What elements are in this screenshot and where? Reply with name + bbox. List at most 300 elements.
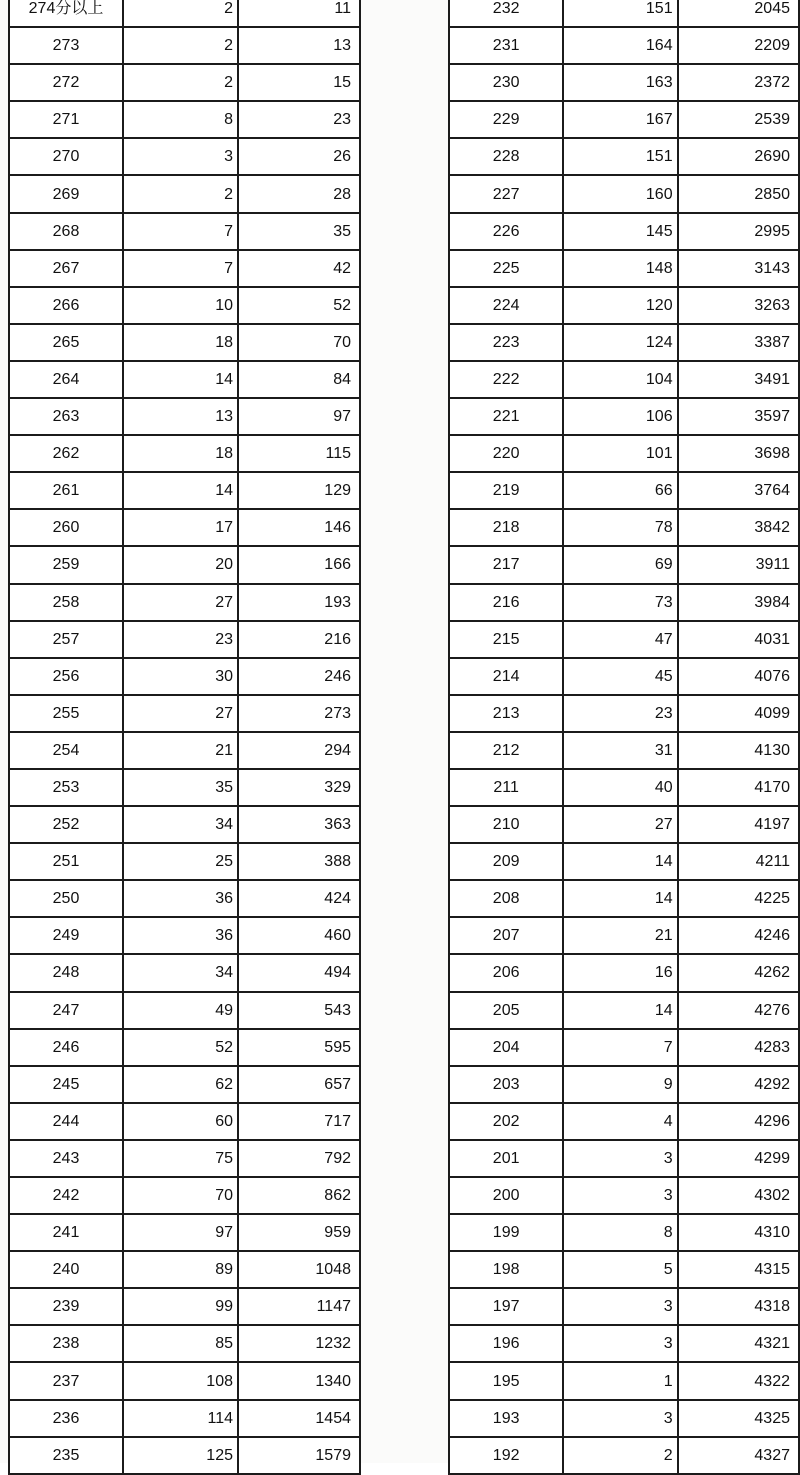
count-cell: 14 xyxy=(563,992,677,1029)
table-row xyxy=(9,361,360,398)
count-cell: 114 xyxy=(123,1400,238,1437)
score-cell: 227 xyxy=(449,175,563,212)
count-cell: 2 xyxy=(123,27,238,64)
cumulative-cell: 294 xyxy=(238,732,360,769)
cumulative-cell: 3387 xyxy=(678,324,799,361)
count-cell: 16 xyxy=(563,954,677,991)
cumulative-cell: 146 xyxy=(238,509,360,546)
cumulative-cell: 115 xyxy=(238,435,360,472)
score-cell: 192 xyxy=(449,1437,563,1474)
score-cell: 268 xyxy=(9,213,123,250)
cumulative-cell: 4211 xyxy=(678,843,799,880)
table-row xyxy=(449,695,799,732)
cumulative-cell: 424 xyxy=(238,880,360,917)
cumulative-cell: 460 xyxy=(238,917,360,954)
count-cell: 60 xyxy=(123,1103,238,1140)
score-cell: 213 xyxy=(449,695,563,732)
score-cell: 218 xyxy=(449,509,563,546)
cumulative-cell: 70 xyxy=(238,324,360,361)
cumulative-cell: 84 xyxy=(238,361,360,398)
score-cell: 271 xyxy=(9,101,123,138)
table-row xyxy=(449,101,799,138)
count-cell: 3 xyxy=(563,1177,677,1214)
table-row xyxy=(9,1214,360,1251)
score-cell: 248 xyxy=(9,954,123,991)
cumulative-cell: 363 xyxy=(238,806,360,843)
table-row xyxy=(9,1177,360,1214)
cumulative-cell: 4315 xyxy=(678,1251,799,1288)
score-table-right xyxy=(448,0,800,1475)
score-cell: 237 xyxy=(9,1362,123,1399)
table-row xyxy=(9,1066,360,1103)
count-cell: 8 xyxy=(123,101,238,138)
count-cell: 23 xyxy=(123,621,238,658)
count-cell: 27 xyxy=(123,695,238,732)
cumulative-cell: 4310 xyxy=(678,1214,799,1251)
count-cell: 69 xyxy=(563,546,677,583)
score-cell: 212 xyxy=(449,732,563,769)
score-cell: 199 xyxy=(449,1214,563,1251)
score-cell: 246 xyxy=(9,1029,123,1066)
count-cell: 36 xyxy=(123,880,238,917)
cumulative-cell: 3597 xyxy=(678,398,799,435)
table-row xyxy=(9,1400,360,1437)
cumulative-cell: 4076 xyxy=(678,658,799,695)
count-cell: 145 xyxy=(563,213,677,250)
cumulative-cell: 4325 xyxy=(678,1400,799,1437)
score-cell: 223 xyxy=(449,324,563,361)
count-cell: 151 xyxy=(563,138,677,175)
table-row xyxy=(9,64,360,101)
cumulative-cell: 329 xyxy=(238,769,360,806)
table-row xyxy=(9,1140,360,1177)
table-row xyxy=(449,584,799,621)
table-row xyxy=(9,1029,360,1066)
table-row xyxy=(449,1103,799,1140)
cumulative-cell: 42 xyxy=(238,250,360,287)
score-cell: 220 xyxy=(449,435,563,472)
count-cell: 160 xyxy=(563,175,677,212)
cumulative-cell: 193 xyxy=(238,584,360,621)
count-cell: 45 xyxy=(563,658,677,695)
cumulative-cell: 1232 xyxy=(238,1325,360,1362)
count-cell: 78 xyxy=(563,509,677,546)
score-cell: 217 xyxy=(449,546,563,583)
count-cell: 14 xyxy=(563,880,677,917)
count-cell: 2 xyxy=(563,1437,677,1474)
count-cell: 8 xyxy=(563,1214,677,1251)
score-cell: 228 xyxy=(449,138,563,175)
table-row xyxy=(449,1437,799,1474)
cumulative-cell: 4292 xyxy=(678,1066,799,1103)
score-cell: 195 xyxy=(449,1362,563,1399)
cumulative-cell: 4246 xyxy=(678,917,799,954)
cumulative-cell: 862 xyxy=(238,1177,360,1214)
table-row xyxy=(449,1029,799,1066)
score-cell: 263 xyxy=(9,398,123,435)
cumulative-cell: 717 xyxy=(238,1103,360,1140)
table-row xyxy=(9,1362,360,1399)
count-cell: 14 xyxy=(123,361,238,398)
score-cell: 231 xyxy=(449,27,563,64)
cumulative-cell: 2539 xyxy=(678,101,799,138)
table-row xyxy=(9,509,360,546)
table-row xyxy=(449,1177,799,1214)
score-cell: 203 xyxy=(449,1066,563,1103)
count-cell: 14 xyxy=(563,843,677,880)
table-row xyxy=(449,1251,799,1288)
count-cell: 3 xyxy=(563,1400,677,1437)
score-cell: 258 xyxy=(9,584,123,621)
cumulative-cell: 959 xyxy=(238,1214,360,1251)
table-row xyxy=(449,250,799,287)
score-cell: 193 xyxy=(449,1400,563,1437)
table-row xyxy=(9,138,360,175)
table-row xyxy=(9,324,360,361)
cumulative-cell: 2995 xyxy=(678,213,799,250)
score-cell: 235 xyxy=(9,1437,123,1474)
score-cell: 197 xyxy=(449,1288,563,1325)
table-row xyxy=(9,806,360,843)
table-row xyxy=(449,435,799,472)
table-row xyxy=(449,175,799,212)
table-row xyxy=(449,324,799,361)
table-row xyxy=(9,658,360,695)
count-cell: 2 xyxy=(123,0,238,27)
count-cell: 3 xyxy=(563,1140,677,1177)
score-cell: 252 xyxy=(9,806,123,843)
count-cell: 34 xyxy=(123,806,238,843)
cumulative-cell: 3911 xyxy=(678,546,799,583)
cumulative-cell: 216 xyxy=(238,621,360,658)
score-cell: 209 xyxy=(449,843,563,880)
count-cell: 151 xyxy=(563,0,677,27)
cumulative-cell: 35 xyxy=(238,213,360,250)
table-row xyxy=(449,621,799,658)
table-row xyxy=(9,435,360,472)
table-row xyxy=(9,27,360,64)
score-cell: 260 xyxy=(9,509,123,546)
score-cell: 221 xyxy=(449,398,563,435)
table-row xyxy=(9,1437,360,1474)
count-cell: 25 xyxy=(123,843,238,880)
cumulative-cell: 2690 xyxy=(678,138,799,175)
table-row xyxy=(449,546,799,583)
count-cell: 66 xyxy=(563,472,677,509)
table-row xyxy=(449,806,799,843)
count-cell: 62 xyxy=(123,1066,238,1103)
count-cell: 9 xyxy=(563,1066,677,1103)
count-cell: 73 xyxy=(563,584,677,621)
count-cell: 2 xyxy=(123,175,238,212)
table-row xyxy=(9,213,360,250)
count-cell: 34 xyxy=(123,954,238,991)
score-cell: 247 xyxy=(9,992,123,1029)
table-row xyxy=(9,1288,360,1325)
table-row xyxy=(9,880,360,917)
cumulative-cell: 4299 xyxy=(678,1140,799,1177)
cumulative-cell: 1579 xyxy=(238,1437,360,1474)
score-cell: 245 xyxy=(9,1066,123,1103)
count-cell: 5 xyxy=(563,1251,677,1288)
count-cell: 97 xyxy=(123,1214,238,1251)
table-row xyxy=(9,0,360,27)
table-row xyxy=(9,732,360,769)
table-row xyxy=(449,138,799,175)
table-row xyxy=(9,101,360,138)
table-row xyxy=(9,1325,360,1362)
count-cell: 18 xyxy=(123,435,238,472)
count-cell: 148 xyxy=(563,250,677,287)
table-row xyxy=(449,954,799,991)
count-cell: 47 xyxy=(563,621,677,658)
table-row xyxy=(9,398,360,435)
score-cell: 216 xyxy=(449,584,563,621)
cumulative-cell: 3143 xyxy=(678,250,799,287)
score-cell: 232 xyxy=(449,0,563,27)
count-cell: 49 xyxy=(123,992,238,1029)
score-cell: 198 xyxy=(449,1251,563,1288)
cumulative-cell: 11 xyxy=(238,0,360,27)
table-row xyxy=(9,1103,360,1140)
cumulative-cell: 4318 xyxy=(678,1288,799,1325)
score-cell: 202 xyxy=(449,1103,563,1140)
table-row xyxy=(449,361,799,398)
score-cell: 240 xyxy=(9,1251,123,1288)
table-row xyxy=(449,843,799,880)
table-row xyxy=(9,769,360,806)
score-cell: 226 xyxy=(449,213,563,250)
count-cell: 13 xyxy=(123,398,238,435)
score-cell: 241 xyxy=(9,1214,123,1251)
score-cell: 239 xyxy=(9,1288,123,1325)
cumulative-cell: 4296 xyxy=(678,1103,799,1140)
score-cell: 249 xyxy=(9,917,123,954)
score-cell: 272 xyxy=(9,64,123,101)
cumulative-cell: 23 xyxy=(238,101,360,138)
score-cell: 253 xyxy=(9,769,123,806)
count-cell: 124 xyxy=(563,324,677,361)
score-cell: 266 xyxy=(9,287,123,324)
count-cell: 108 xyxy=(123,1362,238,1399)
count-cell: 104 xyxy=(563,361,677,398)
table-row xyxy=(449,1325,799,1362)
score-cell: 254 xyxy=(9,732,123,769)
cumulative-cell: 4262 xyxy=(678,954,799,991)
table-row xyxy=(449,509,799,546)
count-cell: 125 xyxy=(123,1437,238,1474)
table-row xyxy=(9,1251,360,1288)
count-cell: 167 xyxy=(563,101,677,138)
table-row xyxy=(9,287,360,324)
cumulative-cell: 1340 xyxy=(238,1362,360,1399)
score-cell: 250 xyxy=(9,880,123,917)
count-cell: 18 xyxy=(123,324,238,361)
table-row xyxy=(9,992,360,1029)
cumulative-cell: 4170 xyxy=(678,769,799,806)
score-cell: 211 xyxy=(449,769,563,806)
cumulative-cell: 2045 xyxy=(678,0,799,27)
score-cell: 251 xyxy=(9,843,123,880)
count-cell: 21 xyxy=(563,917,677,954)
count-cell: 1 xyxy=(563,1362,677,1399)
table-row xyxy=(9,472,360,509)
cumulative-cell: 28 xyxy=(238,175,360,212)
count-cell: 31 xyxy=(563,732,677,769)
table-row xyxy=(9,917,360,954)
count-cell: 3 xyxy=(563,1325,677,1362)
count-cell: 35 xyxy=(123,769,238,806)
cumulative-cell: 4197 xyxy=(678,806,799,843)
score-cell: 208 xyxy=(449,880,563,917)
cumulative-cell: 4321 xyxy=(678,1325,799,1362)
score-cell: 196 xyxy=(449,1325,563,1362)
count-cell: 36 xyxy=(123,917,238,954)
score-cell: 270 xyxy=(9,138,123,175)
score-cell: 264 xyxy=(9,361,123,398)
score-cell: 242 xyxy=(9,1177,123,1214)
table-row xyxy=(449,880,799,917)
table-row xyxy=(449,1066,799,1103)
count-cell: 4 xyxy=(563,1103,677,1140)
score-cell: 205 xyxy=(449,992,563,1029)
table-row xyxy=(449,732,799,769)
score-cell: 219 xyxy=(449,472,563,509)
score-cell: 265 xyxy=(9,324,123,361)
table-row xyxy=(9,175,360,212)
cumulative-cell: 13 xyxy=(238,27,360,64)
table-row xyxy=(449,917,799,954)
count-cell: 27 xyxy=(563,806,677,843)
cumulative-cell: 3764 xyxy=(678,472,799,509)
score-cell: 229 xyxy=(449,101,563,138)
score-cell: 256 xyxy=(9,658,123,695)
count-cell: 99 xyxy=(123,1288,238,1325)
cumulative-cell: 4276 xyxy=(678,992,799,1029)
count-cell: 23 xyxy=(563,695,677,732)
score-cell: 200 xyxy=(449,1177,563,1214)
score-cell: 225 xyxy=(449,250,563,287)
count-cell: 10 xyxy=(123,287,238,324)
cumulative-cell: 3984 xyxy=(678,584,799,621)
score-table-right-body xyxy=(449,0,799,1474)
cumulative-cell: 4322 xyxy=(678,1362,799,1399)
cumulative-cell: 97 xyxy=(238,398,360,435)
table-row xyxy=(449,1362,799,1399)
cumulative-cell: 494 xyxy=(238,954,360,991)
cumulative-cell: 2850 xyxy=(678,175,799,212)
table-row xyxy=(449,27,799,64)
score-cell: 222 xyxy=(449,361,563,398)
cumulative-cell: 1048 xyxy=(238,1251,360,1288)
table-row xyxy=(449,1288,799,1325)
table-row xyxy=(9,695,360,732)
table-row xyxy=(449,658,799,695)
count-cell: 52 xyxy=(123,1029,238,1066)
count-cell: 106 xyxy=(563,398,677,435)
score-cell: 230 xyxy=(449,64,563,101)
table-row xyxy=(449,1400,799,1437)
count-cell: 2 xyxy=(123,64,238,101)
table-row xyxy=(449,992,799,1029)
score-cell: 273 xyxy=(9,27,123,64)
count-cell: 89 xyxy=(123,1251,238,1288)
count-cell: 40 xyxy=(563,769,677,806)
cumulative-cell: 3263 xyxy=(678,287,799,324)
table-row xyxy=(449,287,799,324)
score-cell: 261 xyxy=(9,472,123,509)
score-cell: 215 xyxy=(449,621,563,658)
table-row xyxy=(9,843,360,880)
cumulative-cell: 52 xyxy=(238,287,360,324)
cumulative-cell: 3491 xyxy=(678,361,799,398)
score-cell: 206 xyxy=(449,954,563,991)
table-row xyxy=(449,64,799,101)
table-row xyxy=(449,472,799,509)
score-cell: 257 xyxy=(9,621,123,658)
cumulative-cell: 3698 xyxy=(678,435,799,472)
count-cell: 3 xyxy=(123,138,238,175)
cumulative-cell: 246 xyxy=(238,658,360,695)
table-row xyxy=(9,250,360,287)
table-row xyxy=(449,1140,799,1177)
count-cell: 21 xyxy=(123,732,238,769)
count-cell: 70 xyxy=(123,1177,238,1214)
score-cell: 243 xyxy=(9,1140,123,1177)
count-cell: 163 xyxy=(563,64,677,101)
count-cell: 20 xyxy=(123,546,238,583)
count-cell: 75 xyxy=(123,1140,238,1177)
cumulative-cell: 129 xyxy=(238,472,360,509)
cumulative-cell: 4099 xyxy=(678,695,799,732)
cumulative-cell: 1147 xyxy=(238,1288,360,1325)
score-cell: 274分以上 xyxy=(9,0,123,27)
score-cell: 262 xyxy=(9,435,123,472)
cumulative-cell: 4302 xyxy=(678,1177,799,1214)
count-cell: 120 xyxy=(563,287,677,324)
cumulative-cell: 4130 xyxy=(678,732,799,769)
score-table-left xyxy=(8,0,361,1475)
cumulative-cell: 273 xyxy=(238,695,360,732)
cumulative-cell: 792 xyxy=(238,1140,360,1177)
score-cell: 224 xyxy=(449,287,563,324)
table-row xyxy=(449,398,799,435)
cumulative-cell: 4327 xyxy=(678,1437,799,1474)
cumulative-cell: 595 xyxy=(238,1029,360,1066)
count-cell: 17 xyxy=(123,509,238,546)
table-row xyxy=(449,213,799,250)
score-cell: 201 xyxy=(449,1140,563,1177)
cumulative-cell: 166 xyxy=(238,546,360,583)
score-cell: 236 xyxy=(9,1400,123,1437)
table-row xyxy=(9,584,360,621)
score-cell: 259 xyxy=(9,546,123,583)
cumulative-cell: 1454 xyxy=(238,1400,360,1437)
count-cell: 27 xyxy=(123,584,238,621)
table-row xyxy=(449,0,799,27)
cumulative-cell: 657 xyxy=(238,1066,360,1103)
table-row xyxy=(449,769,799,806)
cumulative-cell: 3842 xyxy=(678,509,799,546)
cumulative-cell: 388 xyxy=(238,843,360,880)
score-cell: 204 xyxy=(449,1029,563,1066)
score-cell: 269 xyxy=(9,175,123,212)
count-cell: 14 xyxy=(123,472,238,509)
count-cell: 164 xyxy=(563,27,677,64)
cumulative-cell: 4031 xyxy=(678,621,799,658)
score-cell: 214 xyxy=(449,658,563,695)
count-cell: 7 xyxy=(123,213,238,250)
